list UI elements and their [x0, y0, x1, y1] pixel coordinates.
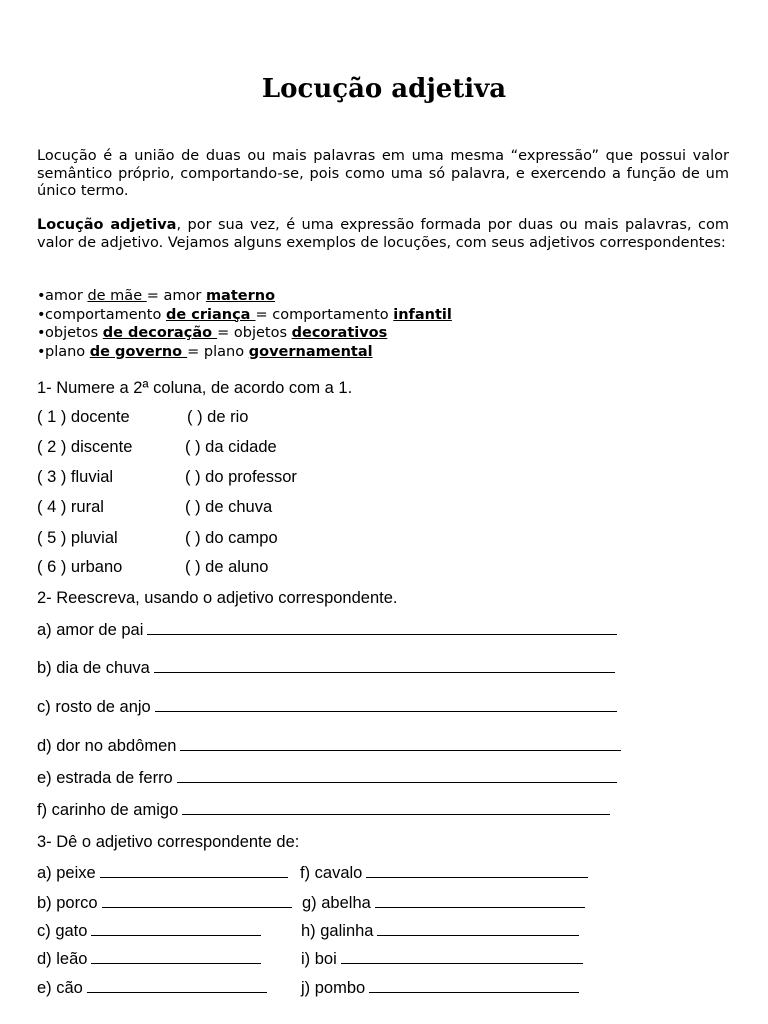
bullet-icon: •	[37, 343, 46, 360]
example-text: objetos	[45, 325, 103, 341]
example-adjetivo: governamental	[248, 343, 373, 360]
q3-left-item	[37, 949, 261, 969]
example-adjetivo: materno	[205, 288, 276, 304]
answer-line[interactable]	[155, 697, 617, 712]
q2-item	[37, 620, 617, 640]
q1-left-item: ( 1 ) docente	[37, 408, 130, 426]
answer-line[interactable]	[366, 863, 588, 878]
example-locucao: de criança	[165, 306, 256, 323]
q1-left-item: ( 3 ) fluvial	[37, 468, 114, 486]
q2-item	[37, 736, 621, 756]
q2-item	[37, 800, 610, 820]
example-adjetivo: infantil	[393, 306, 452, 323]
example-item	[37, 324, 452, 343]
q3-item-label: f) cavalo	[300, 864, 363, 882]
example-adjetivo: decorativos	[291, 325, 388, 341]
answer-line[interactable]	[87, 978, 267, 993]
q3-item-label: e) cão	[37, 979, 83, 997]
locucao-adjetiva-paragraph	[37, 217, 729, 252]
q3-item-label: c) gato	[37, 922, 88, 940]
q2-item	[37, 768, 617, 788]
q3-left-item	[37, 863, 288, 883]
q2-item-label: a) amor de pai	[37, 621, 144, 639]
example-text: plano	[45, 343, 90, 360]
q2-item	[37, 697, 617, 717]
bullet-icon: •	[37, 325, 46, 341]
q3-left-item	[37, 978, 267, 998]
q2-item-label: f) carinho de amigo	[37, 801, 179, 819]
example-text: = amor	[146, 288, 206, 304]
example-locucao: de governo	[89, 343, 188, 360]
q2-item-label: c) rosto de anjo	[37, 698, 151, 716]
q2-item-label: d) dor no abdômen	[37, 737, 177, 755]
q1-right-item: ( ) do campo	[185, 529, 278, 547]
answer-line[interactable]	[375, 893, 585, 908]
example-text: = plano	[187, 343, 249, 360]
q3-left-item	[37, 893, 292, 913]
q1-right-item: ( ) de chuva	[185, 498, 273, 516]
q3-item-label: d) leão	[37, 950, 88, 968]
answer-line[interactable]	[102, 893, 292, 908]
page-title: Locução adjetiva	[261, 74, 507, 104]
q3-item-label: b) porco	[37, 894, 98, 912]
q3-item-label: j) pombo	[301, 979, 366, 997]
q1-right-item: ( ) do professor	[185, 468, 297, 486]
q3-right-item	[301, 949, 583, 969]
q3-right-item	[302, 893, 585, 913]
answer-line[interactable]	[341, 949, 583, 964]
answer-line[interactable]	[182, 800, 610, 815]
q1-right-item: ( ) da cidade	[185, 438, 277, 456]
intro-paragraph: Locução é a união de duas ou mais palavras em uma mesma “expressão” que possui valor semântico próprio, comportando-se, pois como uma só palavra, e exercendo a função de um único termo.	[37, 148, 729, 199]
example-item	[37, 306, 452, 325]
question-3-prompt: 3- Dê o adjetivo correspondente de:	[37, 833, 300, 851]
examples-list	[37, 287, 452, 361]
question-1-prompt: 1- Numere a 2ª coluna, de acordo com a 1.	[37, 379, 353, 397]
q3-item-label: h) galinha	[301, 922, 374, 940]
q1-left-item: ( 4 ) rural	[37, 498, 104, 516]
bullet-icon: •	[37, 306, 46, 323]
q3-item-label: a) peixe	[37, 864, 96, 882]
q2-item-label: e) estrada de ferro	[37, 769, 173, 787]
question-2-prompt: 2- Reescreva, usando o adjetivo correspondente.	[37, 589, 398, 607]
q3-item-label: g) abelha	[302, 894, 371, 912]
example-item	[37, 343, 452, 362]
answer-line[interactable]	[369, 978, 579, 993]
q1-right-item: ( ) de aluno	[185, 558, 269, 576]
example-item	[37, 287, 452, 306]
paragraph-lead: Locução adjetiva	[37, 217, 177, 233]
q3-right-item	[300, 863, 588, 883]
bullet-icon: •	[37, 288, 46, 304]
answer-line[interactable]	[91, 921, 261, 936]
q3-right-item	[301, 921, 579, 941]
answer-line[interactable]	[377, 921, 579, 936]
q2-item-label: b) dia de chuva	[37, 659, 150, 677]
example-locucao: de mãe	[87, 288, 147, 304]
q3-right-item	[301, 978, 579, 998]
q2-item	[37, 658, 615, 678]
example-text: amor	[45, 288, 88, 304]
example-locucao: de decoração	[102, 325, 218, 341]
q1-left-item: ( 6 ) urbano	[37, 558, 123, 576]
q3-left-item	[37, 921, 261, 941]
example-text: comportamento	[45, 306, 166, 323]
paragraph-rest: , por sua vez, é uma expressão formada por duas ou mais palavras, com valor de adjetivo. Vejamos alguns exemplos de locuções, com seus adjetivos correspondentes:	[37, 217, 729, 251]
answer-line[interactable]	[180, 736, 621, 751]
q1-left-item: ( 2 ) discente	[37, 438, 133, 456]
answer-line[interactable]	[100, 863, 288, 878]
q3-item-label: i) boi	[301, 950, 337, 968]
answer-line[interactable]	[147, 620, 617, 635]
answer-line[interactable]	[91, 949, 261, 964]
answer-line[interactable]	[154, 658, 615, 673]
q1-left-item: ( 5 ) pluvial	[37, 529, 118, 547]
q1-right-item: ( ) de rio	[187, 408, 249, 426]
answer-line[interactable]	[177, 768, 617, 783]
example-text: = comportamento	[255, 306, 394, 323]
example-text: = objetos	[217, 325, 292, 341]
